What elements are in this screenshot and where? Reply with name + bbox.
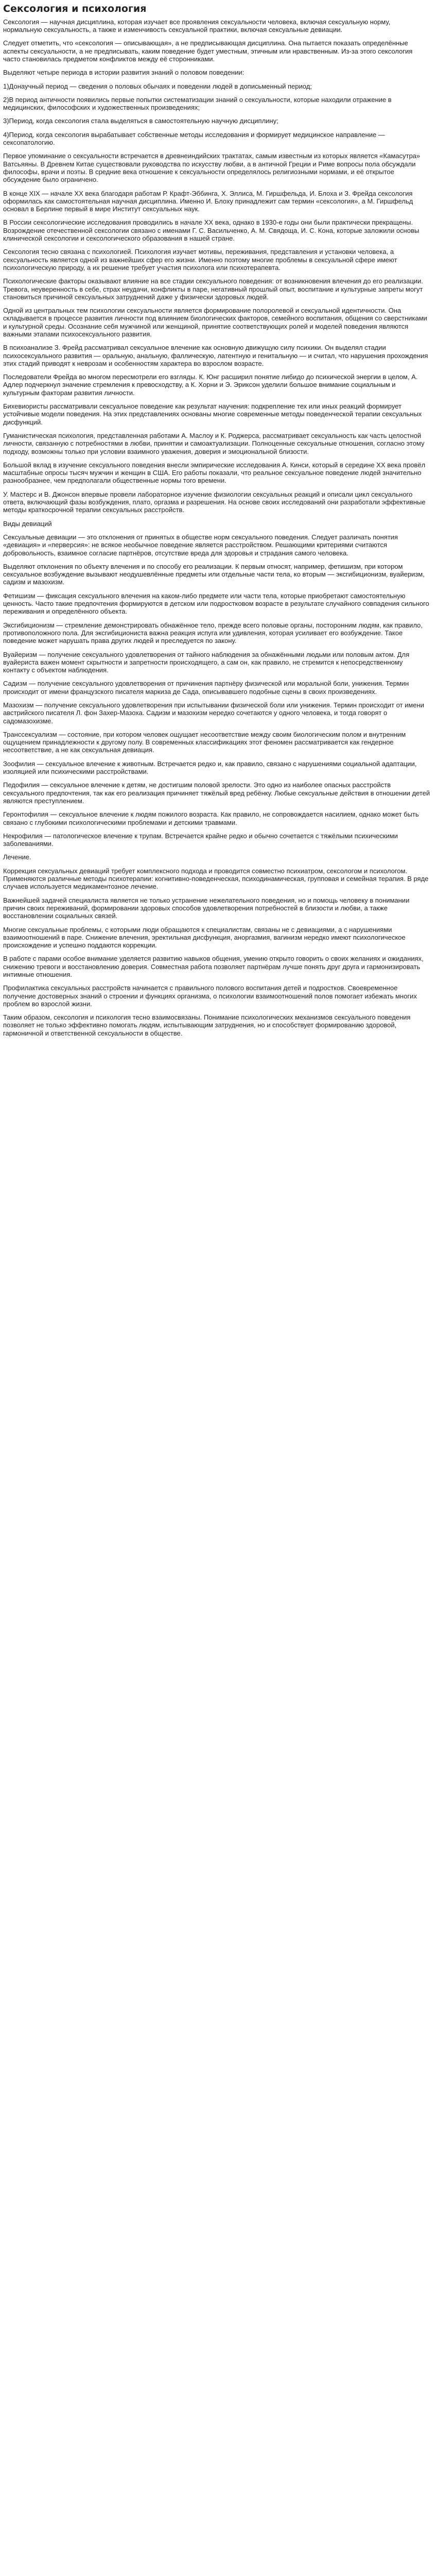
paragraph: Сексуальные девиации — это отклонения от принятых в обществе норм сексуального поведения. Следует различать понятия «девиация» и «перверсия»: не всякое необычное поведение является расстройством. Решающими критериями считаются добровольность, взаимное согласие партнёров, отсутствие вреда для здоровья и страдания самого человека. — [3, 533, 398, 557]
paragraph: Транссексуализм — состояние, при котором человек ощущает несоответствие между своим биологическим полом и внутренним ощущением принадлежности к другому полу. В современных классификациях этот феномен рассматривается как гендерное несоответствие, а не как сексуальная девиация. — [3, 730, 406, 754]
paragraph: Педофилия — сексуальное влечение к детям, не достигшим половой зрелости. Это одно из наиболее опасных расстройств сексуального предпочтения, так как его реализация причиняет тяжёлый вред ребёнку. Любые сексуальные действия в отношении детей являются преступлением. — [3, 781, 430, 805]
paragraph: В работе с парами особое внимание уделяется развитию навыков общения, умению открыто говорить о своих желаниях и ожиданиях, снижению тревоги и восстановлению доверия. Совместная работа позволяет партнёрам лучше понять друг друга и гармонизировать интимные отношения. — [3, 955, 424, 978]
paragraph: Одной из центральных тем психологии сексуальности является формирование полоролевой и сексуальной идентичности. Она складывается в процессе развития личности под влиянием биологических факторов, семейного воспитания, общения со сверстниками и культурной среды. Осознание себя мужчиной или женщиной, принятие соответствующих ролей и моделей поведения являются важными этапами психосексуального развития. — [3, 307, 427, 338]
paragraph: Первое упоминание о сексуальности встречается в древнеиндийских трактатах, самым известным из которых является «Камасутра» Ватсьяяны. В Древнем Китае существовали руководства по искусству любви, а в античной Греции и Риме вопросы пола обсуждали философы, врачи и поэты. В средние века отношение к сексуальности определялось религиозными нормами, и её открытое обсуждение было ограничено. — [3, 152, 421, 184]
paragraph: Некрофилия — патологическое влечение к трупам. Встречается крайне редко и обычно сочетается с тяжёлыми психическими заболеваниями. — [3, 832, 398, 848]
paragraph: Эксгибиционизм — стремление демонстрировать обнажённое тело, прежде всего половые органы, посторонним людям, как правило, противоположного пола. Для эксгибициониста важна реакция испуга или удивления, которая усиливает его возбуждение. Такое поведение может нарушать права других людей и преследуется по закону. — [3, 621, 423, 645]
page-title: Сексология и психология — [3, 3, 147, 14]
paragraph: Выделяют четыре периода в истории развития знаний о половом поведении: — [3, 69, 245, 77]
paragraph: Коррекция сексуальных девиаций требует комплексного подхода и проводится совместно психиатром, сексологом и психологом. Применяются различные методы психотерапии: когнитивно-поведенческая, психодинамическая, групповая и семейная терапия. В ряде случаев используется медикаментозное лечение. — [3, 867, 429, 891]
paragraph: Виды девиаций — [3, 519, 52, 528]
paragraph: Большой вклад в изучение сексуального поведения внесли эмпирические исследования А. Кинси, который в середине XX века провёл масштабные опросы тысяч мужчин и женщин в США. Его работы показали, что реальное сексуальное поведение людей значительно разнообразнее, чем предполагали общественные нормы того времени. — [3, 461, 426, 485]
paragraph: Гуманистическая психология, представленная работами А. Маслоу и К. Роджерса, рассматривает сексуальность как часть целостной личности, связанную с потребностями в любви, принятии и самоактуализации. Полноценные сексуальные отношения, согласно этому подходу, возможны только при условии взаимного уважения, доверия и эмоциональной близости. — [3, 431, 425, 455]
paragraph: Сексология тесно связана с психологией. Психология изучает мотивы, переживания, представления и установки человека, а сексуальность является одной из важнейших сфер его жизни. Именно поэтому многие проблемы в сексуальной сфере имеют психологическую природу, а их решение требует участия психолога или психотерапевта. — [3, 248, 397, 272]
paragraph: 2)В период античности появились первые попытки систематизации знаний о сексуальности, которые находили отражение в медицинских, философских и художественных произведениях; — [3, 95, 392, 112]
paragraph: Садизм — получение сексуального удовлетворения от причинения партнёру физической или моральной боли, унижения. Термин происходит от имени французского писателя маркиза де Сада, описывавшего подобные сцены в своих произведениях. — [3, 680, 409, 696]
paragraph: Лечение. — [3, 853, 31, 861]
paragraph: Психологические факторы оказывают влияние на все стадии сексуального поведения: от возникновения влечения до его реализации. Тревога, неуверенность в себе, страх неудачи, конфликты в паре, негативный прошлый опыт, воспитание и культурные запреты могут становиться причиной сексуальных затруднений даже у физически здоровых людей. — [3, 277, 423, 301]
paragraph: Зоофилия — сексуальное влечение к животным. Встречается редко и, как правило, связано с нарушениями социальной адаптации, изоляцией или психическими расстройствами. — [3, 759, 417, 776]
paragraph: Таким образом, сексология и психология тесно взаимосвязаны. Понимание психологических механизмов сексуального поведения позволяет не только эффективно помогать людям, испытывающим затруднения, но и способствует формированию здоровой, гармоничной и ответственной сексуальности в обществе. — [3, 1013, 411, 1037]
paragraph: В России сексологические исследования проводились в начале XX века, однако в 1930-е годы они были практически прекращены. Возрождение отечественной сексологии связано с именами Г. С. Васильченко, А. М. Свядоща, И. С. Кона, которые заложили основы клинической сексологии и сексологического образования в нашей стране. — [3, 218, 420, 243]
paragraph: Геронтофилия — сексуальное влечение к людям пожилого возраста. Как правило, не сопровождается насилием, однако может быть связано с глубокими психологическими проблемами и детскими травмами. — [3, 810, 419, 826]
paragraph: Важнейшей задачей специалиста является не только устранение нежелательного поведения, но и помощь человеку в понимании причин своих переживаний, формировании здоровых способов удовлетворения потребностей в близости и любви, а также восстановлении социальных связей. — [3, 896, 410, 920]
paragraph: Выделяют отклонения по объекту влечения и по способу его реализации. К первым относят, например, фетишизм, при котором сексуальное возбуждение вызывают неодушевлённые предметы или отдельные части тела, ко вторым — эксгибиционизм, вуайеризм, садизм и мазохизм. — [3, 562, 425, 586]
paragraph: У. Мастерс и В. Джонсон впервые провели лабораторное изучение физиологии сексуальных реакций и описали цикл сексуального ответа, включающий фазы возбуждения, плато, оргазма и разрешения. На основе своих исследований они разработали эффективные методы краткосрочной терапии сексуальных расстройств. — [3, 490, 426, 514]
paragraph: 4)Период, когда сексология вырабатывает собственные методы исследования и формирует медицинское направление — сексопатологию. — [3, 130, 385, 147]
paragraph: В конце XIX — начале XX века благодаря работам Р. Крафт-Эббинга, Х. Эллиса, М. Гиршфельда, И. Блоха и З. Фрейда сексология оформилась как самостоятельная научная дисциплина. Именно И. Блоху принадлежит сам термин «сексология», а М. Гиршфельд основал в Берлине первый в мире Институт сексуальных наук. — [3, 189, 413, 213]
paragraph: Сексология — научная дисциплина, которая изучает все проявления сексуальности человека, включая сексуальную норму, нормальную сексуальность, а также и изменчивость сексуальной практики, включая сексуальные девиации. — [3, 18, 391, 34]
paragraph: Мазохизм — получение сексуального удовлетворения при испытывании физической боли или унижения. Термин происходит от имени австрийского писателя Л. фон Захер-Мазоха. Садизм и мазохизм нередко сочетаются у одного человека, и тогда говорят о садомазохизме. — [3, 701, 424, 725]
paragraph: 1)Донаучный период — сведения о половых обычаях и поведении людей в дописьменный период; — [3, 82, 312, 90]
paragraph: В психоанализе З. Фрейд рассматривал сексуальное влечение как основную движущую силу психики. Он выделял стадии психосексуального развития — оральную, анальную, фаллическую, латентную и генитальную — и считал, что нарушения прохождения этих стадий приводят к неврозам и особенностям характера во взрослом возрасте. — [3, 344, 428, 367]
article-body — [3, 18, 431, 1037]
paragraph: Бихевиористы рассматривали сексуальное поведение как результат научения: подкрепление тех или иных реакций формирует устойчивые модели поведения. На этих представлениях основаны многие современные методы поведенческой терапии сексуальных дисфункций. — [3, 402, 422, 426]
paragraph: Многие сексуальные проблемы, с которыми люди обращаются к специалистам, связаны не с девиациями, а с нарушениями взаимоотношений в паре. Снижение влечения, эректильная дисфункция, аноргазмия, вагинизм нередко имеют психологическое происхождение и успешно поддаются коррекции. — [3, 925, 406, 950]
paragraph: 3)Период, когда сексология стала выделяться в самостоятельную научную дисциплину; — [3, 117, 278, 125]
paragraph: Фетишизм — фиксация сексуального влечения на каком-либо предмете или части тела, которые приобретают самостоятельную ценность. Часто такие предпочтения формируются в детском или подростковом возрасте в результате случайного совпадения сильного переживания и определённого объекта. — [3, 591, 429, 616]
paragraph: Вуайеризм — получение сексуального удовлетворения от тайного наблюдения за обнажёнными людьми или половым актом. Для вуайериста важен момент скрытности и запретности происходящего, а сам он, как правило, не стремится к непосредственному контакту с объектом наблюдения. — [3, 650, 410, 674]
paragraph: Профилактика сексуальных расстройств начинается с правильного полового воспитания детей и подростков. Своевременное получение достоверных знаний о строении и функциях организма, о психологии взаимоотношений полов помогает избежать многих проблем во взрослой жизни. — [3, 984, 417, 1008]
paragraph: Следует отметить, что «сексология — описывающая», а не предписывающая дисциплина. Она пытается показать определённые аспекты сексуальности, а не предписывать, каким поведение будет уместным, этичным или нравственным. Из-за этого сексология часто становилась предметом конфликтов между её сторонниками. — [3, 39, 413, 63]
paragraph: Последователи Фрейда во многом пересмотрели его взгляды. К. Юнг расширил понятие либидо до психической энергии в целом, А. Адлер подчеркнул значение стремления к превосходству, а К. Хорни и Э. Эриксон уделили большое внимание социальным и культурным факторам развития личности. — [3, 373, 418, 397]
